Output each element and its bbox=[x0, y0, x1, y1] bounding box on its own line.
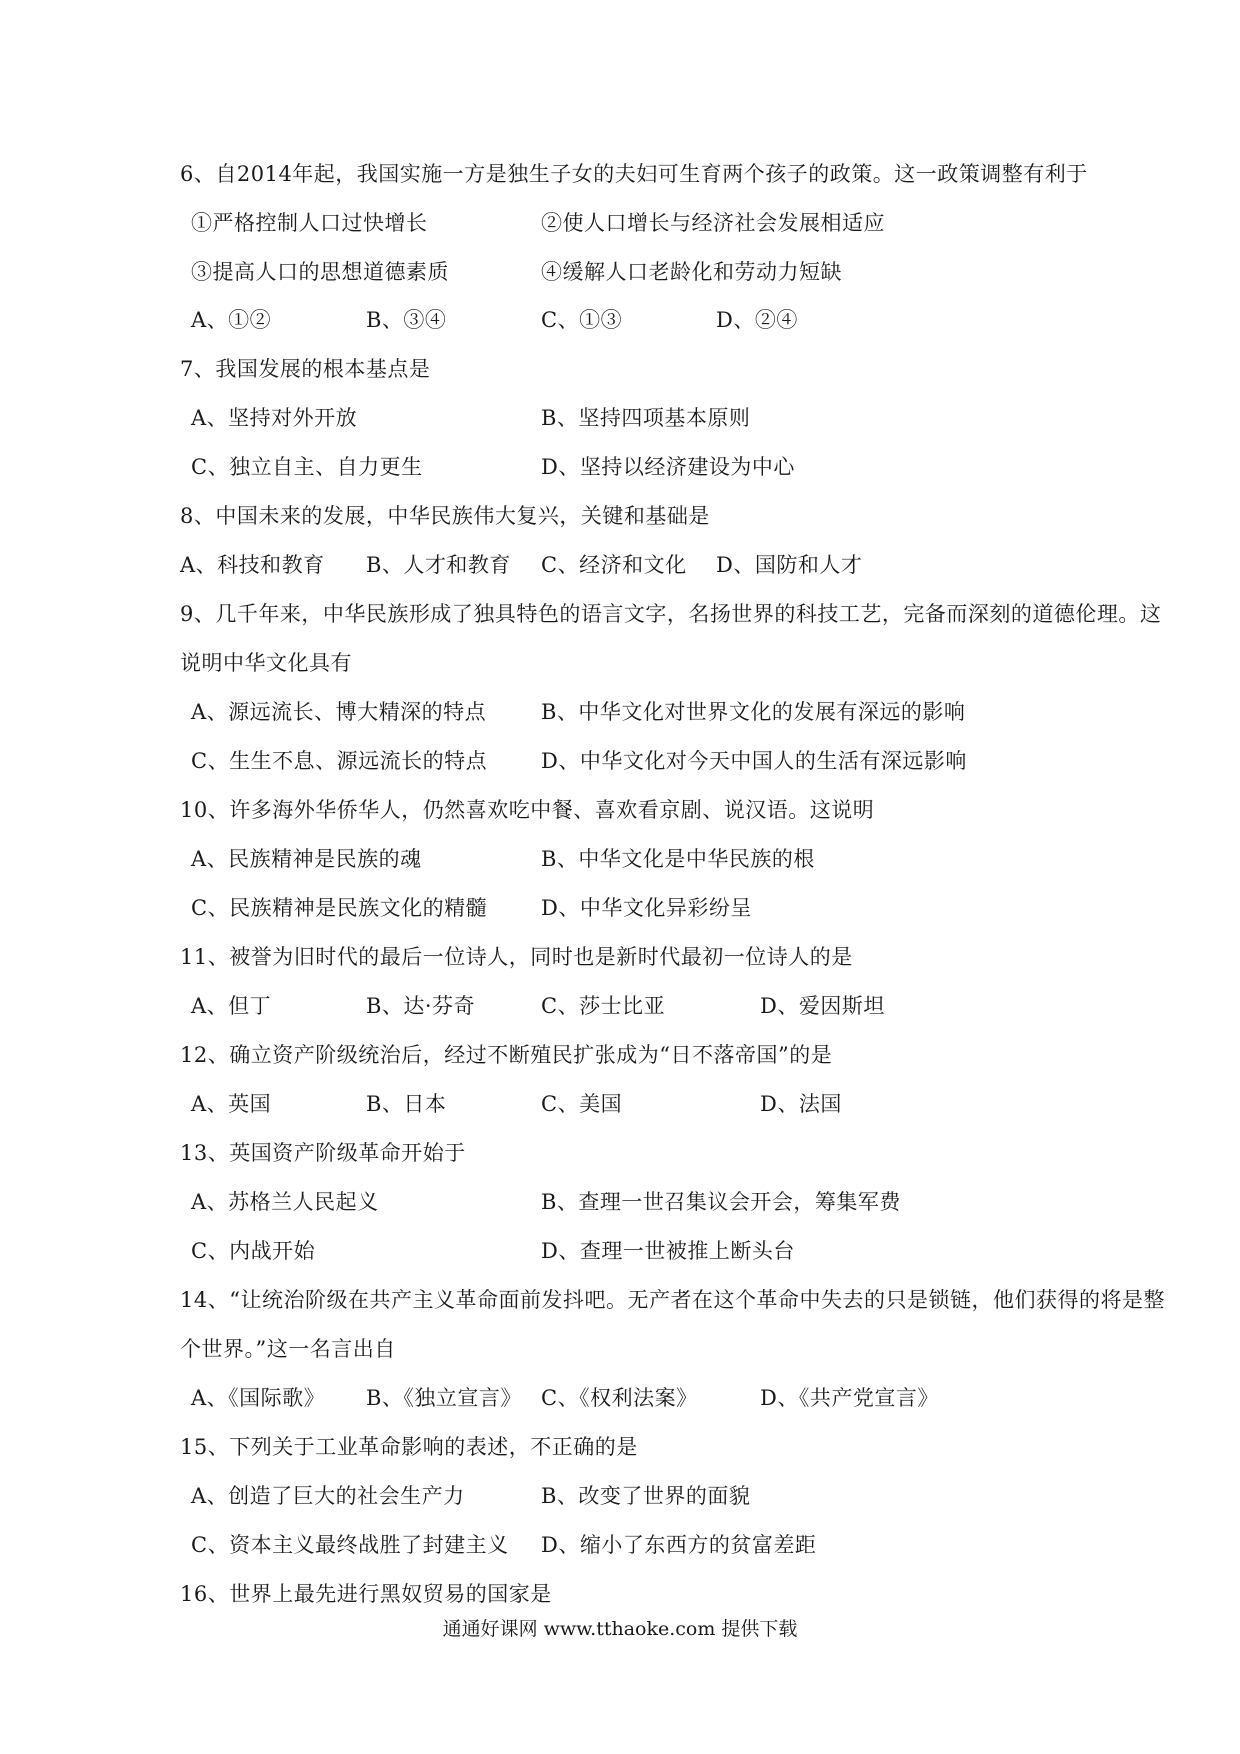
q15-option-b: B、改变了世界的面貌 bbox=[541, 1484, 751, 1508]
page-footer: 通通好课网 www.tthaoke.com 提供下载 bbox=[442, 1618, 798, 1640]
q7-option-c: C、独立自主、自力更生 bbox=[191, 455, 423, 479]
q12-option-b: B、日本 bbox=[366, 1092, 447, 1116]
q9-option-a: A、源远流长、博大精深的特点 bbox=[191, 700, 487, 724]
q6-statement-2: ②使人口增长与经济社会发展相适应 bbox=[541, 211, 885, 235]
q6-option-b: B、③④ bbox=[366, 308, 447, 332]
q10-option-d: D、中华文化异彩纷呈 bbox=[541, 896, 752, 920]
question-10-stem: 10、许多海外华侨华人，仍然喜欢吃中餐、喜欢看京剧、说汉语。这说明 bbox=[180, 798, 875, 822]
q14-option-d: D、《共产党宣言》 bbox=[760, 1386, 939, 1410]
q12-option-d: D、法国 bbox=[760, 1092, 842, 1116]
q14-option-a: A、《国际歌》 bbox=[191, 1386, 326, 1410]
question-9-stem: 9、几千年来，中华民族形成了独具特色的语言文字，名扬世界的科技工艺，完备而深刻的道德伦理。这 bbox=[180, 602, 1162, 626]
q14-option-c: C、《权利法案》 bbox=[541, 1386, 698, 1410]
q7-option-a: A、坚持对外开放 bbox=[191, 406, 358, 430]
q6-option-a: A、①② bbox=[191, 308, 272, 332]
q9-option-c: C、生生不息、源远流长的特点 bbox=[191, 749, 488, 773]
q10-option-b: B、中华文化是中华民族的根 bbox=[541, 847, 815, 871]
q11-option-b: B、达·芬奇 bbox=[366, 994, 476, 1018]
q15-option-d: D、缩小了东西方的贫富差距 bbox=[541, 1533, 817, 1557]
question-14-stem-continued: 个世界。”这一名言出自 bbox=[180, 1337, 396, 1361]
q13-option-c: C、内战开始 bbox=[191, 1239, 316, 1263]
q11-option-d: D、爱因斯坦 bbox=[760, 994, 885, 1018]
q13-option-d: D、查理一世被推上断头台 bbox=[541, 1239, 795, 1263]
q14-option-b: B、《独立宣言》 bbox=[366, 1386, 522, 1410]
q8-option-d: D、国防和人才 bbox=[716, 553, 863, 577]
question-8-stem: 8、中国未来的发展，中华民族伟大复兴，关键和基础是 bbox=[180, 504, 710, 528]
q15-option-a: A、创造了巨大的社会生产力 bbox=[191, 1484, 465, 1508]
q6-statement-1: ①严格控制人口过快增长 bbox=[191, 211, 428, 235]
q8-option-c: C、经济和文化 bbox=[541, 553, 687, 577]
q6-statement-3: ③提高人口的思想道德素质 bbox=[191, 260, 449, 284]
question-15-stem: 15、下列关于工业革命影响的表述，不正确的是 bbox=[180, 1435, 638, 1459]
question-11-stem: 11、被誉为旧时代的最后一位诗人，同时也是新时代最初一位诗人的是 bbox=[180, 945, 853, 969]
q7-option-b: B、坚持四项基本原则 bbox=[541, 406, 751, 430]
q12-option-a: A、英国 bbox=[191, 1092, 272, 1116]
q13-option-b: B、查理一世召集议会开会，筹集军费 bbox=[541, 1190, 901, 1214]
question-13-stem: 13、英国资产阶级革命开始于 bbox=[180, 1141, 466, 1165]
question-12-stem: 12、确立资产阶级统治后，经过不断殖民扩张成为“日不落帝国”的是 bbox=[180, 1043, 833, 1067]
q8-option-a: A、科技和教育 bbox=[180, 553, 325, 577]
q8-option-b: B、人才和教育 bbox=[366, 553, 511, 577]
q9-option-d: D、中华文化对今天中国人的生活有深远影响 bbox=[541, 749, 967, 773]
q11-option-a: A、但丁 bbox=[191, 994, 272, 1018]
question-6-stem: 6、自2014年起，我国实施一方是独生子女的夫妇可生育两个孩子的政策。这一政策调整有利于 bbox=[180, 162, 1088, 186]
question-9-stem-continued: 说明中华文化具有 bbox=[180, 651, 352, 675]
q7-option-d: D、坚持以经济建设为中心 bbox=[541, 455, 795, 479]
q15-option-c: C、资本主义最终战胜了封建主义 bbox=[191, 1533, 509, 1557]
question-7-stem: 7、我国发展的根本基点是 bbox=[180, 357, 431, 381]
q6-option-d: D、②④ bbox=[716, 308, 798, 332]
q10-option-c: C、民族精神是民族文化的精髓 bbox=[191, 896, 488, 920]
q6-statement-4: ④缓解人口老龄化和劳动力短缺 bbox=[541, 260, 842, 284]
question-16-stem: 16、世界上最先进行黑奴贸易的国家是 bbox=[180, 1582, 552, 1606]
q10-option-a: A、民族精神是民族的魂 bbox=[191, 847, 422, 871]
q9-option-b: B、中华文化对世界文化的发展有深远的影响 bbox=[541, 700, 966, 724]
question-14-stem: 14、“让统治阶级在共产主义革命面前发抖吧。无产者在这个革命中失去的只是锁链，他们获得的将是整 bbox=[180, 1288, 1165, 1312]
q12-option-c: C、美国 bbox=[541, 1092, 623, 1116]
q13-option-a: A、苏格兰人民起义 bbox=[191, 1190, 379, 1214]
q6-option-c: C、①③ bbox=[541, 308, 623, 332]
q11-option-c: C、莎士比亚 bbox=[541, 994, 666, 1018]
